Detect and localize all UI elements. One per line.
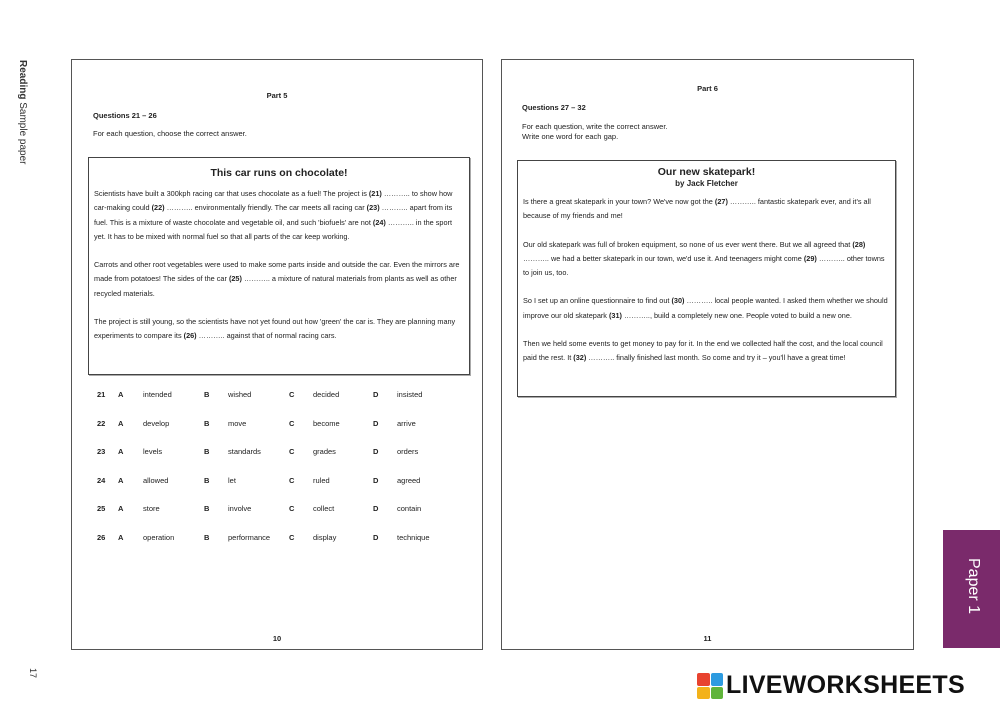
question-number: 22 xyxy=(97,418,106,428)
option-c[interactable]: ruled xyxy=(313,475,330,485)
text-paragraph: So I set up an online questionnaire to find out (30) ……….. local people wanted. I asked them whether we should improve our old skatepark (31) ……….., build a completely new one. People voted to build a new one. xyxy=(523,296,888,320)
option-row xyxy=(97,447,457,476)
left-page xyxy=(71,59,483,650)
letter-a: A xyxy=(118,475,124,485)
side-label-rest: Sample paper xyxy=(17,102,28,165)
letter-c: C xyxy=(289,504,295,513)
option-d[interactable]: contain xyxy=(397,504,422,513)
text-paragraph: Scientists have built a 300kph racing car that uses chocolate as a fuel! The project is (21) ……….. to show how car-making could (22) ……….. environmentally friendly. The car meets all racing car (23) ……….. apart from its fuel. This is a mixture of waste chocolate and vegetable oil, and such 'biofuels' are not (24) ……….. in the sport yet. It has to be mixed with normal fuel so that all parts of the car keep working. xyxy=(94,189,453,241)
letter-c: C xyxy=(289,418,295,428)
paper-tab-label: Paper 1 xyxy=(965,558,982,615)
option-b[interactable]: involve xyxy=(228,504,252,513)
letter-b: B xyxy=(204,390,210,399)
part-heading: Part 6 xyxy=(697,84,718,93)
letter-d: D xyxy=(373,475,379,485)
text-paragraph: Is there a great skatepark in your town? We've now got the (27) ……….. fantastic skatepark ever, and it's all because of my friends and me! xyxy=(523,197,871,221)
option-c[interactable]: grades xyxy=(313,447,336,456)
option-d[interactable]: arrive xyxy=(397,418,416,428)
question-number: 21 xyxy=(97,390,106,399)
page-number: 10 xyxy=(272,634,282,643)
option-a[interactable]: store xyxy=(143,504,160,513)
instruction: For each question, choose the correct answer. xyxy=(93,129,247,138)
option-c[interactable]: collect xyxy=(313,504,335,513)
right-page xyxy=(501,59,914,650)
part-heading: Part 5 xyxy=(266,91,288,100)
letter-c: C xyxy=(289,475,295,485)
side-page-number: 17 xyxy=(28,667,39,679)
question-number: 24 xyxy=(97,475,106,485)
letter-a: A xyxy=(118,447,124,456)
option-a[interactable]: allowed xyxy=(143,475,169,485)
option-d[interactable]: insisted xyxy=(397,390,423,399)
letter-d: D xyxy=(373,447,379,456)
reading-text-box xyxy=(88,157,470,375)
option-row xyxy=(97,533,457,562)
reading-text-box xyxy=(517,160,896,397)
option-b[interactable]: standards xyxy=(228,447,261,456)
letter-b: B xyxy=(204,504,210,513)
questions-range: Questions 21 – 26 xyxy=(93,111,157,120)
instruction-gap: Write one word for each gap. xyxy=(522,132,619,141)
option-a[interactable]: levels xyxy=(143,447,163,456)
text-author: by Jack Fletcher xyxy=(675,179,738,188)
letter-c: C xyxy=(289,390,295,399)
option-d[interactable]: technique xyxy=(397,532,430,542)
question-number: 25 xyxy=(97,504,106,513)
logo-mark-icon xyxy=(697,673,723,699)
letter-b: B xyxy=(204,475,210,485)
text-paragraph: Carrots and other root vegetables were used to make some parts inside and outside the car. Even the mirrors are made from potatoes! The sides of the car (25) ……….. a mixture of natural materials from plants as well as other recycled materials. xyxy=(94,260,460,298)
question-number: 26 xyxy=(97,532,106,542)
instruction: For each question, write the correct answer. xyxy=(522,122,668,131)
side-label-bold: Reading xyxy=(17,60,28,100)
text-title: Our new skatepark! xyxy=(657,166,756,178)
letter-d: D xyxy=(373,418,379,428)
letter-a: A xyxy=(118,532,124,542)
option-c[interactable]: display xyxy=(313,532,337,542)
letter-d: D xyxy=(373,532,379,542)
page-number: 11 xyxy=(703,634,712,643)
text-paragraph: Then we held some events to get money to pay for it. In the end we collected half the cost, and the local council paid the rest. It (32) ……….. finally finished last month. So come and try it – you'll have a great time! xyxy=(523,339,883,363)
letter-a: A xyxy=(118,390,124,399)
option-b[interactable]: wished xyxy=(228,390,252,399)
letter-d: D xyxy=(373,390,379,399)
option-c[interactable]: decided xyxy=(313,390,340,399)
letter-c: C xyxy=(289,532,295,542)
option-row xyxy=(97,504,457,533)
paper-tab xyxy=(943,530,1000,648)
option-row xyxy=(97,419,457,448)
option-a[interactable]: develop xyxy=(143,418,170,428)
logo-text: LIVEWORKSHEETS xyxy=(726,671,965,699)
option-d[interactable]: agreed xyxy=(397,475,421,485)
letter-a: A xyxy=(118,504,124,513)
letter-a: A xyxy=(118,418,124,428)
question-number: 23 xyxy=(97,447,106,456)
letter-c: C xyxy=(289,447,295,456)
option-c[interactable]: become xyxy=(313,418,340,428)
option-a[interactable]: operation xyxy=(143,532,175,542)
option-row xyxy=(97,476,457,505)
text-paragraph: The project is still young, so the scientists have not yet found out how 'green' the car is. They are planning many experiments to compare its (26) ……….. against that of normal racing cars. xyxy=(94,317,456,341)
option-d[interactable]: orders xyxy=(397,447,419,456)
side-label xyxy=(17,60,42,220)
letter-d: D xyxy=(373,504,379,513)
questions-range: Questions 27 – 32 xyxy=(522,103,586,112)
option-a[interactable]: intended xyxy=(143,390,172,399)
answer-options xyxy=(97,390,457,561)
letter-b: B xyxy=(204,418,210,428)
letter-b: B xyxy=(204,532,210,542)
text-title: This car runs on chocolate! xyxy=(210,167,348,179)
option-row xyxy=(97,390,457,419)
text-paragraph: Our old skatepark was full of broken equipment, so none of us ever went there. But we all agreed that (28) ……….. we had a better skatepark in our town, we'd use it. And teenagers might come (29) ……….. other towns to join us, too. xyxy=(523,239,885,278)
option-b[interactable]: performance xyxy=(228,532,271,542)
letter-b: B xyxy=(204,447,210,456)
option-b[interactable]: let xyxy=(228,475,236,485)
option-b[interactable]: move xyxy=(228,418,247,428)
